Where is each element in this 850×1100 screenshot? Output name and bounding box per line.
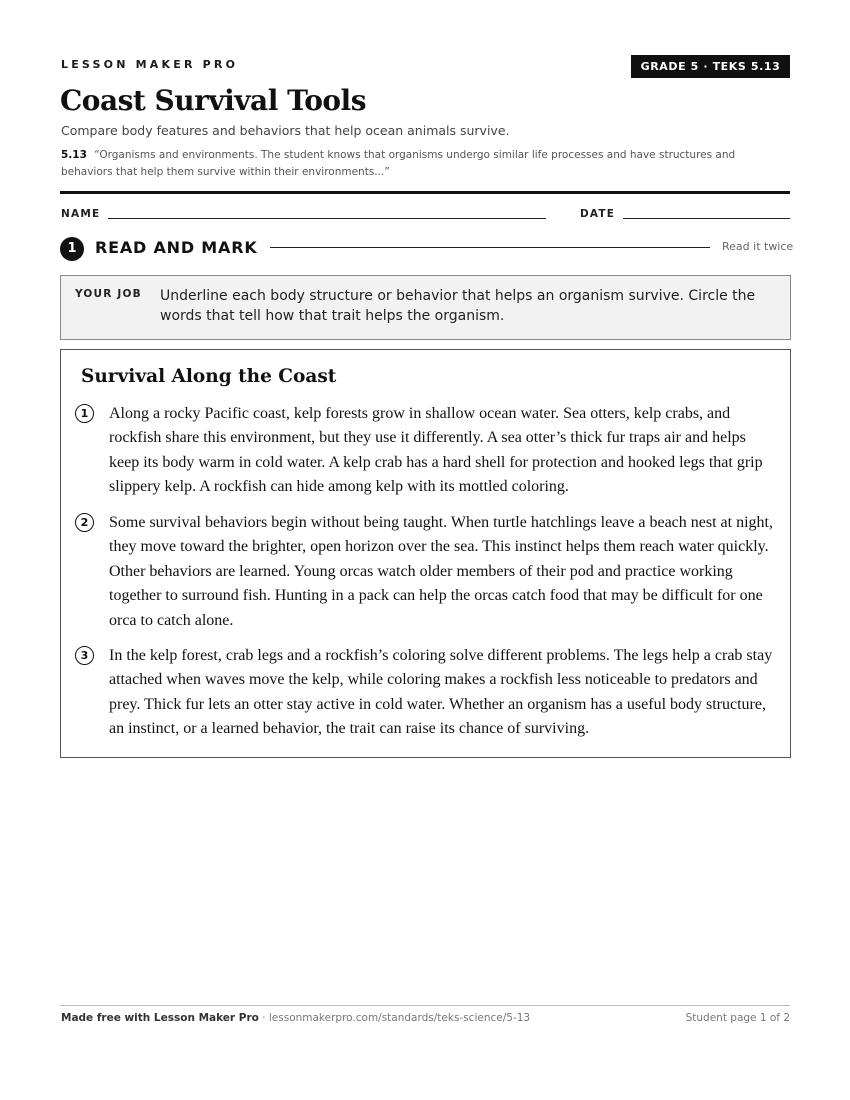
paragraph-number-badge: 1 [75, 404, 94, 423]
page-indicator: Student page 1 of 2 [685, 1012, 790, 1024]
paragraph-text[interactable]: Along a rocky Pacific coast, kelp forests grow in shallow ocean water. Sea otters, kelp crabs, and rockfish share this environment, but they use it differently. A sea otter’s thick fur traps air and helps keep its body warm in cold water. A kelp crab has a hard shell for protection and hooked legs that grip slippery kelp. A rockfish can hide among kelp with its mottled coloring. [109, 405, 763, 496]
footer-url[interactable]: lessonmakerpro.com/standards/teks-science/5-13 [268, 1012, 531, 1024]
worksheet-subtitle: Compare body features and behaviors that help ocean animals survive. [61, 123, 510, 138]
name-field[interactable] [108, 218, 546, 219]
reading-passage [60, 349, 791, 758]
standard-text: “Organisms and environments. The student knows that organisms undergo similar life processes and have structures and behaviors that help them survive within their environments...” [61, 149, 736, 178]
date-label: DATE [580, 208, 616, 220]
name-label: NAME [61, 208, 101, 220]
paragraph-number-badge: 2 [75, 513, 94, 532]
header-divider [60, 191, 790, 194]
brand-name: LESSON MAKER PRO [61, 58, 239, 71]
footer-separator: · [258, 1012, 269, 1024]
standard-description [61, 147, 761, 181]
date-field[interactable] [623, 218, 790, 219]
paragraph-text[interactable]: In the kelp forest, crab legs and a rockfish’s coloring solve different problems. The legs help a crab stay attached when waves move the kelp, while coloring makes a rockfish less noticeable to predators and prey. Thick fur lets an otter stay active in cold water. Whether an organism has a useful body structure, an instinct, or a learned behavior, the trait can raise its chance of surviving. [109, 647, 773, 738]
passage-title: Survival Along the Coast [81, 366, 337, 387]
footer-made-with: Made free with Lesson Maker Pro [61, 1012, 259, 1024]
footer-divider [60, 1005, 790, 1006]
section-note: Read it twice [722, 240, 794, 253]
section-title: READ AND MARK [95, 238, 258, 257]
job-text: Underline each body structure or behavior that helps an organism survive. Circle the words that tell how that trait helps the organism. [160, 288, 756, 324]
worksheet-title: Coast Survival Tools [60, 84, 366, 117]
job-instructions-box [60, 275, 791, 340]
footer-credit [61, 1012, 530, 1024]
section-divider [270, 247, 710, 248]
grade-badge: GRADE 5 · TEKS 5.13 [631, 55, 790, 78]
paragraph-number-badge: 3 [75, 646, 94, 665]
standard-code: 5.13 [61, 149, 87, 161]
job-label: YOUR JOB [75, 288, 142, 300]
paragraph-text[interactable]: Some survival behaviors begin without being taught. When turtle hatchlings leave a beach nest at night, they move toward the brighter, open horizon over the sea. This instinct helps them reach water quickly. Other behaviors are learned. Young orcas watch older members of their pod and practice working together to surround fish. Hunting in a pack can help the orcas catch food that may be difficult for one orca to catch alone. [109, 514, 773, 629]
section-number-badge: 1 [60, 237, 84, 261]
